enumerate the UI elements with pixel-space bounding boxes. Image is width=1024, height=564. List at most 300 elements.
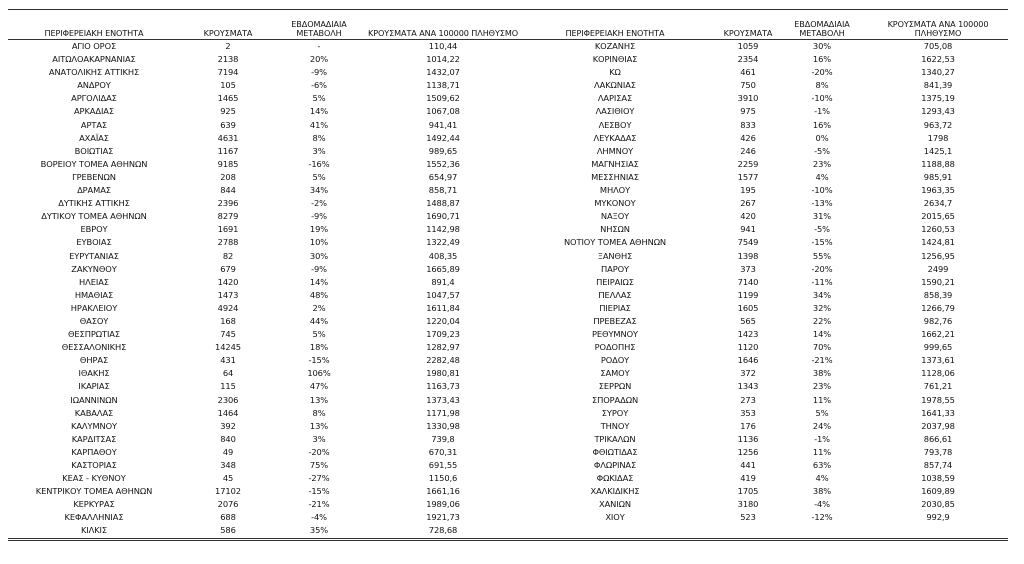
cell-left-cases: 49 [222,446,234,457]
table-row [8,223,1008,236]
table-row [8,105,1008,118]
cell-left-per-100k: 2282,48 [426,355,460,366]
table-row [8,197,1008,210]
cell-right-per-100k: 1375,19 [921,93,955,104]
cell-right-weekly-change: 34% [812,289,832,300]
cell-left-cases: 1420 [217,276,239,287]
cell-right-per-100k: 1424,81 [921,237,955,248]
cell-right-weekly-change: 32% [812,302,832,313]
cell-right-weekly-change: 16% [812,119,832,130]
cell-left-weekly-change: 3% [312,433,326,444]
cell-left-region: ΚΙΛΚΙΣ [80,525,108,536]
cell-left-weekly-change: 10% [309,237,329,248]
cell-left-per-100k: 654,97 [428,171,458,182]
cell-right-per-100k: 985,91 [923,171,953,182]
cell-left-region: ΚΑΒΑΛΑΣ [74,407,114,418]
cell-right-per-100k: 705,08 [923,41,953,51]
cell-right-cases: 523 [740,512,756,523]
cell-left-cases: 1465 [217,93,239,104]
cell-right-region: ΧΑΛΚΙΔΙΚΗΣ [590,486,640,497]
cell-right-region: ΚΟΖΑΝΗΣ [594,41,636,51]
cell-left-per-100k: 1665,89 [426,263,460,274]
cell-left-per-100k: 1014,22 [426,54,460,65]
cell-right-per-100k: 1641,33 [921,407,955,418]
cell-right-per-100k: 1340,27 [921,67,955,78]
cell-right-region: ΞΑΝΘΗΣ [597,250,633,261]
cell-right-cases: 176 [740,420,756,431]
cell-right-per-100k: 866,61 [923,433,953,444]
cell-right-region: ΠΕΙΡΑΙΩΣ [596,276,634,287]
table-row [8,250,1008,263]
cell-right-cases: 1256 [737,446,759,457]
cell-right-cases: 1398 [737,250,759,261]
cell-right-region: ΝΗΣΩΝ [600,224,630,235]
cell-right-weekly-change: 14% [812,329,832,340]
cell-left-per-100k: 1709,23 [426,329,460,340]
cell-right-cases: 461 [740,67,756,78]
cell-right-weekly-change: -5% [814,224,830,235]
cell-right-region: ΚΩ [609,67,621,78]
cell-right-region: ΛΕΣΒΟΥ [598,119,632,130]
table-row [8,380,1008,393]
cell-left-weekly-change: 44% [309,315,329,326]
cell-right-region: ΜΥΚΟΝΟΥ [594,198,636,209]
cell-left-weekly-change: -6% [311,80,327,91]
cell-right-region: ΛΗΜΝΟΥ [596,145,634,156]
cell-left-cases: 431 [220,355,236,366]
cell-right-per-100k: 1293,43 [921,106,955,117]
cell-right-per-100k: 2634,7 [923,198,953,209]
cell-right-weekly-change: 70% [812,342,832,353]
cell-right-per-100k: 2499 [927,263,949,274]
cell-left-region: ΚΑΛΥΜΝΟΥ [70,420,118,431]
cell-right-per-100k: 1622,53 [921,54,955,65]
cell-right-weekly-change: 22% [812,315,832,326]
table-row [8,119,1008,132]
cell-right-weekly-change: 23% [812,158,832,169]
cell-left-per-100k: 1142,98 [426,224,460,235]
cell-left-cases: 168 [220,315,236,326]
cell-left-region: ΖΑΚΥΝΘΟΥ [71,263,117,274]
cell-left-weekly-change: -9% [311,263,327,274]
table-row [8,276,1008,289]
cell-right-per-100k: 2015,65 [921,211,955,222]
cell-right-cases: 1705 [737,486,759,497]
cell-left-weekly-change: 3% [312,145,326,156]
table-row [8,459,1008,472]
cell-right-per-100k: 1038,59 [921,473,955,484]
cell-left-region: ΕΒΡΟΥ [80,224,108,235]
cell-left-per-100k: 1509,62 [426,93,460,104]
cell-left-region: ΔΡΑΜΑΣ [77,185,111,196]
cell-right-weekly-change: 63% [812,460,832,470]
cell-left-weekly-change: 34% [309,185,329,196]
table-row [8,302,1008,315]
cell-right-cases: 419 [740,473,756,484]
cell-right-weekly-change: -20% [811,67,833,78]
cell-left-cases: 105 [220,80,236,91]
table-row [8,210,1008,223]
table-row [8,341,1008,354]
cell-right-weekly-change: 55% [812,250,832,261]
cell-left-per-100k: 1282,97 [426,342,460,353]
cell-right-per-100k: 1798 [927,132,949,143]
table-body [8,40,1008,538]
cell-right-per-100k: 963,72 [923,119,953,130]
cell-right-per-100k: 1425,1 [923,145,953,156]
cell-left-region: ΕΥΒΟΙΑΣ [76,237,112,248]
cell-left-per-100k: 1690,71 [426,211,460,222]
cell-right-weekly-change: -4% [814,499,830,510]
cell-left-per-100k: 1611,84 [426,302,460,313]
cell-left-weekly-change: 75% [309,460,329,470]
cell-right-cases: 246 [740,145,756,156]
cell-left-cases: 115 [220,381,236,392]
cell-right-cases: 273 [740,394,756,405]
cell-right-cases: 975 [740,106,756,117]
header-region-right: ΠΕΡΙΦΕΡΕΙΑΚΗ ΕΝΟΤΗΤΑ [565,28,665,38]
cell-right-per-100k: 841,39 [923,80,953,91]
cell-right-cases: 441 [740,460,756,470]
cell-right-per-100k: 999,65 [923,342,953,353]
cell-left-per-100k: 1138,71 [426,80,460,91]
cell-left-per-100k: 1989,06 [426,499,460,510]
cell-left-region: ΙΩΑΝΝΙΝΩΝ [70,394,118,405]
cell-right-per-100k: 1188,88 [921,158,955,169]
cell-right-cases: 267 [740,198,756,209]
cell-right-region: ΛΕΥΚΑΔΑΣ [593,132,637,143]
cell-right-region: ΠΕΛΛΑΣ [598,289,632,300]
cell-left-per-100k: 408,35 [428,250,458,261]
cell-left-weekly-change: -20% [308,446,330,457]
cell-left-weekly-change: 2% [312,302,326,313]
cell-left-region: ΑΧΑΪΑΣ [79,132,109,143]
cell-right-per-100k: 1266,79 [921,302,955,313]
cell-right-weekly-change: 24% [812,420,832,431]
cell-left-cases: 2138 [217,54,239,65]
cell-left-cases: 2 [225,41,231,51]
cell-left-region: ΔΥΤΙΚΗΣ ΑΤΤΙΚΗΣ [58,198,130,209]
cell-right-region: ΣΥΡΟΥ [601,407,629,418]
cell-left-cases: 586 [220,525,236,536]
header-region-left: ΠΕΡΙΦΕΡΕΙΑΚΗ ΕΝΟΤΗΤΑ [44,28,144,38]
cell-left-weekly-change: 5% [312,171,326,182]
cell-left-region: ΓΡΕΒΕΝΩΝ [72,171,116,182]
cell-left-weekly-change: 30% [309,250,329,261]
cell-right-weekly-change: -11% [811,276,833,287]
cell-left-weekly-change: 19% [309,224,329,235]
cell-left-region: ΘΑΣΟΥ [79,315,109,326]
header-weekly-change-left: ΕΒΔΟΜΑΔΙΑΙΑ ΜΕΤΑΒΟΛΗ [291,19,347,38]
cell-right-cases: 1136 [737,433,759,444]
cell-left-weekly-change: -15% [308,355,330,366]
cell-left-cases: 2788 [217,237,239,248]
cell-left-region: ΑΙΤΩΛΟΑΚΑΡΝΑΝΙΑΣ [52,54,136,65]
cell-left-weekly-change: -21% [308,499,330,510]
cell-left-region: ΚΑΣΤΟΡΙΑΣ [71,460,117,470]
cell-left-weekly-change: -4% [311,512,327,523]
cell-left-region: ΑΡΓΟΛΙΔΑΣ [71,93,117,104]
cell-left-weekly-change: 106% [307,368,331,379]
cell-right-cases: 2354 [737,54,759,65]
cell-right-region: ΛΑΣΙΘΙΟΥ [595,106,635,117]
cell-left-cases: 688 [220,512,236,523]
cell-right-cases: 195 [740,185,756,196]
cell-left-cases: 7194 [217,67,239,78]
cell-right-weekly-change: 4% [815,171,829,182]
cell-right-cases: 565 [740,315,756,326]
cell-left-cases: 1464 [217,407,239,418]
cell-right-region: ΚΟΡΙΝΘΙΑΣ [592,54,638,65]
cell-left-region: ΘΗΡΑΣ [79,355,109,366]
table-row [8,498,1008,511]
cell-right-per-100k: 793,78 [923,446,953,457]
cell-right-per-100k: 2037,98 [921,420,955,431]
cell-left-per-100k: 728,68 [428,525,458,536]
cell-right-per-100k: 2030,85 [921,499,955,510]
cell-right-weekly-change: 30% [812,41,832,51]
cell-left-region: ΑΝΔΡΟΥ [77,80,111,91]
cell-left-weekly-change: 47% [309,381,329,392]
cell-left-weekly-change: 13% [309,420,329,431]
table-row [8,524,1008,537]
cell-left-per-100k: 1492,44 [426,132,460,143]
cell-left-region: ΚΑΡΔΙΤΣΑΣ [71,433,117,444]
table-row [8,485,1008,498]
cell-right-cases: 1423 [737,329,759,340]
cell-right-per-100k: 992,9 [926,512,950,523]
cell-left-weekly-change: 41% [309,119,329,130]
cell-left-region: ΕΥΡΥΤΑΝΙΑΣ [69,250,119,261]
cell-right-region: ΧΙΟΥ [605,512,625,523]
cell-left-region: ΑΡΚΑΔΙΑΣ [73,106,115,117]
cell-left-weekly-change: - [317,41,321,51]
cell-right-per-100k: 1609,89 [921,486,955,497]
cell-left-per-100k: 989,65 [428,145,458,156]
cell-left-weekly-change: 5% [312,93,326,104]
header-per-100k-right: ΚΡΟΥΣΜΑΤΑ ΑΝΑ 100000 ΠΛΗΘΥΣΜΟ [887,19,989,38]
cell-right-cases: 373 [740,263,756,274]
table-row [8,79,1008,92]
cell-left-per-100k: 1373,43 [426,394,460,405]
cell-left-per-100k: 1220,04 [426,315,460,326]
table-row [8,66,1008,79]
cell-right-weekly-change: 16% [812,54,832,65]
cell-right-region: ΤΗΝΟΥ [600,420,630,431]
cell-left-per-100k: 1552,36 [426,158,460,169]
cell-right-weekly-change: 8% [815,80,829,91]
cell-left-region: ΙΚΑΡΙΑΣ [78,381,110,392]
cell-left-region: ΙΘΑΚΗΣ [78,368,110,379]
cell-right-region: ΦΩΚΙΔΑΣ [596,473,634,484]
cell-left-per-100k: 941,41 [428,119,458,130]
cell-left-per-100k: 1488,87 [426,198,460,209]
table-row [8,92,1008,105]
cell-left-cases: 639 [220,119,236,130]
cell-right-region: ΝΑΞΟΥ [600,211,630,222]
cell-right-weekly-change: -21% [811,355,833,366]
table-row [8,53,1008,66]
cell-left-weekly-change: 14% [309,276,329,287]
table-row [8,263,1008,276]
cell-left-cases: 208 [220,171,236,182]
cell-right-weekly-change: 31% [812,211,832,222]
cell-right-region: ΧΑΝΙΩΝ [599,499,631,510]
cell-right-weekly-change: 11% [812,394,832,405]
cell-right-region: ΠΑΡΟΥ [600,263,630,274]
cell-right-weekly-change: -15% [811,237,833,248]
cell-left-weekly-change: -9% [311,211,327,222]
cell-left-cases: 2306 [217,394,239,405]
cell-right-region: ΦΘΙΩΤΙΔΑΣ [592,446,638,457]
cell-right-cases: 2259 [737,158,759,169]
table-row [8,394,1008,407]
cell-right-weekly-change: 5% [815,407,829,418]
cell-left-per-100k: 858,71 [428,185,458,196]
cell-right-cases: 750 [740,80,756,91]
cell-left-weekly-change: -27% [308,473,330,484]
cell-right-weekly-change: -1% [814,106,830,117]
cell-left-weekly-change: -16% [308,158,330,169]
cell-left-per-100k: 670,31 [428,446,458,457]
table-row [8,407,1008,420]
cell-right-weekly-change: 4% [815,473,829,484]
cell-right-cases: 1120 [737,342,759,353]
cell-right-cases: 7140 [737,276,759,287]
cell-right-cases: 426 [740,132,756,143]
cell-left-cases: 8279 [217,211,239,222]
cell-left-per-100k: 1322,49 [426,237,460,248]
cell-left-region: ΑΓΙΟ ΟΡΟΣ [71,41,117,51]
cell-left-per-100k: 1980,81 [426,368,460,379]
cell-right-cases: 1605 [737,302,759,313]
cell-right-per-100k: 1256,95 [921,250,955,261]
cell-left-per-100k: 1047,57 [426,289,460,300]
cell-left-cases: 840 [220,433,236,444]
cell-right-region: ΜΕΣΣΗΝΙΑΣ [591,171,639,182]
table-row [8,132,1008,145]
cell-right-weekly-change: 23% [812,381,832,392]
cell-left-region: ΔΥΤΙΚΟΥ ΤΟΜΕΑ ΑΘΗΝΩΝ [41,211,147,222]
cell-right-weekly-change: -5% [814,145,830,156]
cell-right-region: ΣΠΟΡΑΔΩΝ [591,394,639,405]
cell-left-weekly-change: 20% [309,54,329,65]
cell-left-per-100k: 691,55 [428,460,458,470]
table-bottom-rule [8,538,1008,541]
cell-right-cases: 3180 [737,499,759,510]
cell-left-region: ΘΕΣΠΡΩΤΙΑΣ [67,329,121,340]
cell-left-cases: 17102 [215,486,241,497]
table-row [8,289,1008,302]
table-row [8,171,1008,184]
cell-right-weekly-change: -12% [811,512,833,523]
table-row [8,145,1008,158]
cell-left-weekly-change: 8% [312,132,326,143]
cell-right-cases: 7549 [737,237,759,248]
cell-right-region: ΦΛΩΡΙΝΑΣ [593,460,637,470]
cell-right-cases: 1059 [737,41,759,51]
cell-right-region: ΠΡΕΒΕΖΑΣ [593,315,637,326]
cell-left-per-100k: 1150,6 [428,473,458,484]
cell-right-cases: 1343 [737,381,759,392]
cell-left-weekly-change: -9% [311,67,327,78]
cell-right-weekly-change: -20% [811,263,833,274]
cell-right-region: ΤΡΙΚΑΛΩΝ [594,433,636,444]
cell-left-weekly-change: 18% [309,342,329,353]
table-row [8,328,1008,341]
cell-left-per-100k: 891,4 [431,276,455,287]
cell-right-cases: 1577 [737,171,759,182]
cell-right-cases: 3910 [737,93,759,104]
cell-right-region: ΣΕΡΡΩΝ [598,381,632,392]
table-row [8,236,1008,249]
cell-right-region: ΡΟΔΟΥ [600,355,630,366]
cell-right-cases: 1646 [737,355,759,366]
cell-left-cases: 4924 [217,302,239,313]
cell-right-region: ΝΟΤΙΟΥ ΤΟΜΕΑ ΑΘΗΝΩΝ [563,237,667,248]
cell-right-per-100k: 858,39 [923,289,953,300]
cell-right-per-100k: 1978,55 [921,394,955,405]
cell-right-cases: 833 [740,119,756,130]
header-cases-left: ΚΡΟΥΣΜΑΤΑ [203,28,253,38]
cell-left-cases: 392 [220,420,236,431]
cell-left-region: ΑΝΑΤΟΛΙΚΗΣ ΑΤΤΙΚΗΣ [48,67,140,78]
cell-left-per-100k: 1921,73 [426,512,460,523]
cell-left-cases: 348 [220,460,236,470]
cell-right-per-100k: 982,76 [923,315,953,326]
cell-right-cases: 941 [740,224,756,235]
table-row [8,472,1008,485]
table-row [8,511,1008,524]
cell-left-per-100k: 1163,73 [426,381,460,392]
cell-left-per-100k: 739,8 [431,433,455,444]
cell-right-cases: 1199 [737,289,759,300]
cell-left-per-100k: 1661,16 [426,486,460,497]
cell-left-cases: 745 [220,329,236,340]
header-cases-right: ΚΡΟΥΣΜΑΤΑ [723,28,773,38]
cell-left-cases: 1691 [217,224,239,235]
cell-left-cases: 844 [220,185,236,196]
table-row [8,446,1008,459]
cell-left-per-100k: 1330,98 [426,420,460,431]
cell-right-weekly-change: -1% [814,433,830,444]
cell-left-region: ΒΟΙΩΤΙΑΣ [74,145,114,156]
cell-right-weekly-change: 38% [812,368,832,379]
cell-left-cases: 9185 [217,158,239,169]
cell-right-region: ΣΑΜΟΥ [600,368,630,379]
cell-right-region: ΜΗΛΟΥ [599,185,631,196]
cell-left-per-100k: 1432,07 [426,67,460,78]
cell-left-weekly-change: -2% [311,198,327,209]
cell-left-region: ΘΕΣΣΑΛΟΝΙΚΗΣ [61,342,127,353]
table-row [8,158,1008,171]
table-row [8,354,1008,367]
cell-left-region: ΑΡΤΑΣ [80,119,108,130]
cell-left-cases: 1167 [217,145,239,156]
cell-left-weekly-change: 8% [312,407,326,418]
cell-left-per-100k: 1067,08 [426,106,460,117]
header-weekly-change-right: ΕΒΔΟΜΑΔΙΑΙΑ ΜΕΤΑΒΟΛΗ [794,19,850,38]
table-row [8,433,1008,446]
cell-left-cases: 14245 [215,342,241,353]
cell-right-per-100k: 1128,06 [921,368,955,379]
cell-left-weekly-change: 13% [309,394,329,405]
cell-right-region: ΠΙΕΡΙΑΣ [599,302,631,313]
cell-right-per-100k: 1963,35 [921,185,955,196]
table-row [8,367,1008,380]
cell-left-cases: 2396 [217,198,239,209]
cell-right-per-100k: 1662,21 [921,329,955,340]
